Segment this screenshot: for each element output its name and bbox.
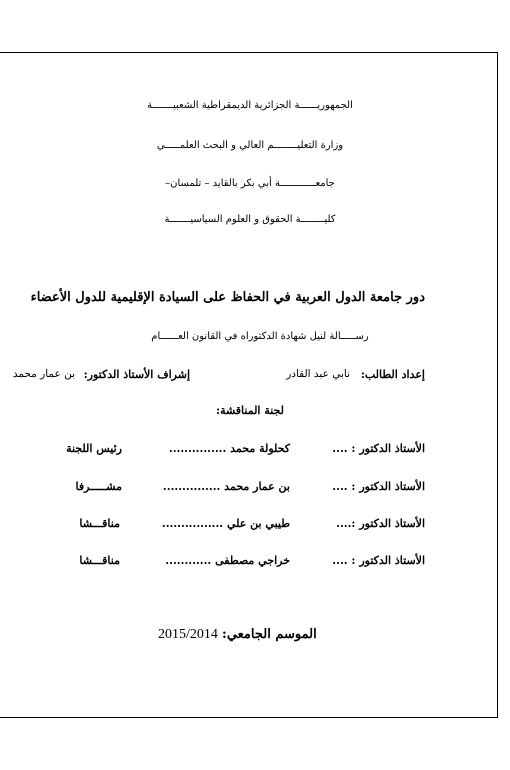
supervisor-label: إشراف الأستاذ الدكتور: <box>83 368 190 381</box>
member-role: مشـــــرفا <box>75 480 122 493</box>
committee-heading: لجنة المناقشة: <box>216 404 284 417</box>
member-name: طيبي بن علي ................ <box>161 517 290 530</box>
committee-member-row <box>0 554 500 568</box>
season-label: الموسم الجامعي: <box>222 627 317 642</box>
frame-bottom-line <box>0 717 498 718</box>
prepared-row <box>0 368 500 382</box>
ministry-line: وزارة التعليــــــــم العالي و البحث العلمـــــي <box>156 140 344 151</box>
committee-member-row <box>0 517 500 531</box>
member-role: مناقـــشا <box>79 554 120 567</box>
thesis-subtitle: رســـــالة لنيل شهادة الدكتوراه في القانون العــــــام <box>151 331 369 342</box>
thesis-title: دور جامعة الدول العربية في الحفاظ على السيادة الإقليمية للدول الأعضاء <box>30 290 425 305</box>
season-value: 2015/2014 <box>158 627 218 642</box>
member-name: بن عمار محمد ............... <box>162 480 290 493</box>
member-name: خراجي مصطفى ............ <box>165 554 290 567</box>
republic-line: الجمهوريــــــة الجزائرية الديمقراطية الشعبيـــــــة <box>147 100 353 111</box>
student-name: نابي عبد القادر <box>286 368 350 380</box>
member-role: مناقـــشا <box>79 517 120 530</box>
committee-member-row <box>0 442 500 456</box>
frame-right-line <box>497 52 498 718</box>
member-title: الأستاذ الدكتور : .... <box>332 442 425 455</box>
member-role: رئيس اللجنة <box>66 442 122 455</box>
supervisor-name: بن عمار محمد <box>12 368 75 380</box>
member-title: الأستاذ الدكتور : .... <box>332 554 425 567</box>
committee-member-row <box>0 480 500 494</box>
university-line: جامعــــــــــــة أبي بكر بالقايد – تلمسان– <box>165 178 335 189</box>
academic-season <box>158 627 317 643</box>
frame-top-line <box>0 52 498 53</box>
faculty-line: كليــــــــة الحقوق و العلوم السياسيـــــــة <box>164 214 336 225</box>
member-title: الأستاذ الدكتور : .... <box>332 480 425 493</box>
student-label: إعداد الطالب: <box>360 368 425 381</box>
member-title: الأستاذ الدكتور :.... <box>336 517 425 530</box>
member-name: كحلولة محمد ............... <box>168 442 290 455</box>
